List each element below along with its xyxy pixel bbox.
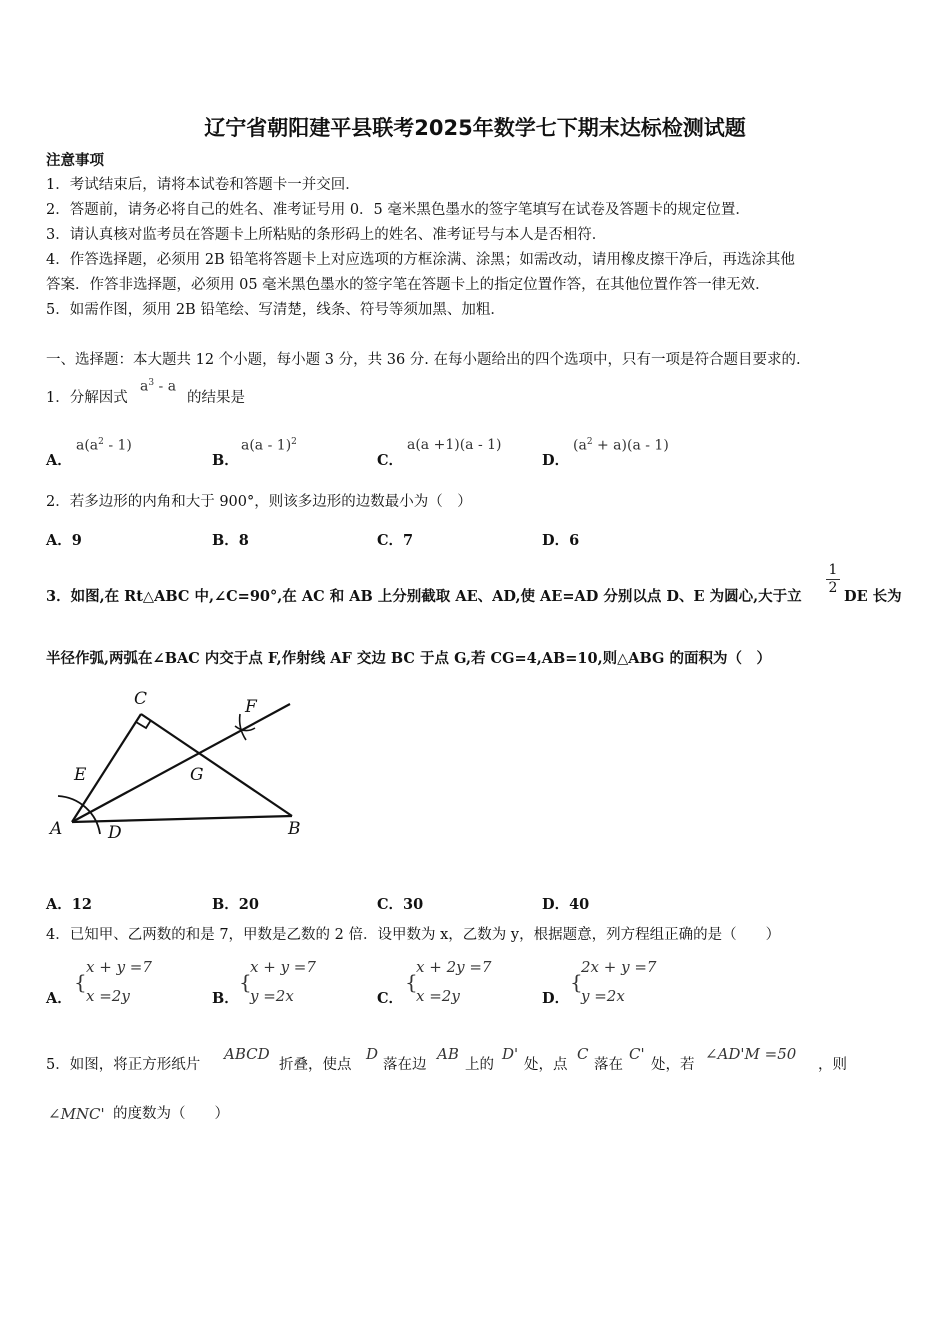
label-f: F	[245, 697, 257, 717]
q2-option-d[interactable]: D．6	[542, 532, 580, 549]
q1-expr-tail: - a	[154, 378, 177, 395]
q3-option-c[interactable]: C．30	[377, 896, 424, 913]
question-5-t7: 处，若	[651, 1057, 695, 1073]
arc-f2	[240, 714, 246, 740]
label-c: C	[134, 689, 148, 709]
q4-option-b-eq2: y =2x	[250, 987, 294, 1005]
ray-af	[72, 704, 290, 822]
q4-option-c-label[interactable]: C．	[377, 990, 404, 1007]
triangle-figure	[40, 684, 310, 854]
q2-option-a[interactable]: A．9	[46, 532, 82, 549]
question-5-t5: 处，点	[524, 1057, 568, 1073]
q4-option-a-brace: {	[74, 970, 87, 994]
q1-expression	[140, 378, 176, 395]
label-b: B	[288, 819, 301, 839]
q4-option-b-label[interactable]: B．	[212, 990, 239, 1007]
q4-option-c-eq1: x + 2y =7	[416, 958, 492, 976]
q4-option-b-eq1: x + y =7	[250, 958, 316, 976]
question-5-t4: 上的	[465, 1057, 494, 1073]
q4-option-d-eq2: y =2x	[581, 987, 625, 1005]
note-item: 1．考试结束后，请将本试卷和答题卡一并交回．	[46, 177, 360, 193]
q1-prefix: 1．分解因式	[46, 390, 128, 406]
question-1	[46, 390, 128, 407]
label-d: D	[108, 823, 122, 843]
q1-expr-exp: 3	[148, 378, 155, 388]
q3-option-a[interactable]: A．12	[46, 896, 92, 913]
q1-option-a-label[interactable]: A．	[46, 452, 72, 469]
question-4: 4．已知甲、乙两数的和是 7，甲数是乙数的 2 倍．设甲数为 x，乙数为 y，根据题意，列方程组正确的是（ ）	[46, 927, 781, 943]
q4-option-c-eq2: x =2y	[416, 987, 460, 1005]
question-5-t3: 落在边	[383, 1057, 427, 1073]
question-3-line1: 3．如图,在 Rt△ABC 中,∠C=90°,在 AC 和 AB 上分别截取 AE、AD,使 AE=AD 分别以点 D、E 为圆心,大于立	[46, 588, 802, 605]
page-title: 辽宁省朝阳建平县联考2025年数学七下期末达标检测试题	[204, 116, 746, 140]
note-item: 2．答题前，请务必将自己的姓名、准考证号用 0．5 毫米黑色墨水的签字笔填写在试卷及答题卡的规定位置．	[46, 202, 750, 218]
notes-heading: 注意事项	[46, 152, 104, 169]
q4-option-d-label[interactable]: D．	[542, 990, 570, 1007]
q1-option-b-expr: a(a - 1)$^2$	[241, 437, 297, 454]
q5-math-c: C	[577, 1045, 589, 1063]
q3-frac-denominator: 2	[826, 579, 840, 596]
arc-de	[58, 796, 100, 834]
side-bc	[141, 714, 292, 816]
q1-suffix: 的结果是	[187, 390, 245, 406]
q1-option-b-label[interactable]: B．	[212, 452, 239, 469]
question-3-line2: 半径作弧,两弧在∠BAC 内交于点 F,作射线 AF 交边 BC 于点 G,若 CG=4,AB=10,则△ABG 的面积为（ ）	[46, 650, 771, 667]
note-item: 5．如需作图，须用 2B 铅笔绘、写清楚，线条、符号等须加黑、加粗．	[46, 302, 505, 318]
q5-math-d-prime: D'	[502, 1045, 519, 1063]
q3-option-b[interactable]: B．20	[212, 896, 259, 913]
side-ab	[72, 816, 292, 822]
q1-option-d-expr: $(a^2 + a)(a - 1)$	[573, 437, 669, 454]
q5-math-ab: AB	[437, 1045, 459, 1063]
question-5-t1: 5．如图，将正方形纸片	[46, 1057, 201, 1073]
q3-fraction	[826, 562, 840, 596]
q1-option-a-expr: $a(a^2 - 1)$	[76, 437, 132, 454]
section-heading: 一、选择题：本大题共 12 个小题，每小题 3 分，共 36 分. 在每小题给出的四个选项中，只有一项是符合题目要求的.	[46, 352, 801, 368]
q5-math-angle: ∠AD'M =50	[705, 1045, 797, 1063]
q4-option-a-eq1: x + y =7	[86, 958, 152, 976]
q4-option-a-eq2: x =2y	[86, 987, 130, 1005]
q4-option-d-brace: {	[570, 970, 583, 994]
q4-option-b-brace: {	[239, 970, 252, 994]
q1-option-d-label[interactable]: D．	[542, 452, 570, 469]
note-item: 答案．作答非选择题，必须用 05 毫米黑色墨水的签字笔在答题卡上的指定位置作答，在其他位置作答一律无效．	[46, 277, 770, 293]
note-item: 4．作答选择题，必须用 2B 铅笔将答题卡上对应选项的方框涂满、涂黑；如需改动，请用橡皮擦干净后，再选涂其他	[46, 252, 795, 268]
question-5-t2: 折叠，使点	[279, 1057, 352, 1073]
q1-option-c-expr: a(a +1)(a - 1)	[407, 437, 502, 453]
triangle-lines	[58, 704, 292, 834]
q4-option-d-eq1: 2x + y =7	[581, 958, 657, 976]
q4-option-a-label[interactable]: A．	[46, 990, 72, 1007]
q5-math-d: D	[366, 1045, 379, 1063]
q5-math-c-prime: C'	[629, 1045, 645, 1063]
q1-option-c-label[interactable]: C．	[377, 452, 404, 469]
question-5-t8: ，则	[818, 1057, 847, 1073]
note-item: 3．请认真核对监考员在答题卡上所粘贴的条形码上的姓名、准考证号与本人是否相符．	[46, 227, 607, 243]
label-e: E	[74, 765, 87, 785]
question-5-t9: 的度数为（ ）	[113, 1106, 229, 1122]
q2-option-b[interactable]: B．8	[212, 532, 249, 549]
q1-expr-base: a	[140, 378, 149, 395]
q3-frac-numerator: 1	[828, 562, 838, 578]
q3-line1-end: DE 长为	[844, 588, 902, 605]
q3-option-d[interactable]: D．40	[542, 896, 590, 913]
q4-option-c-brace: {	[405, 970, 418, 994]
q5-math-abcd: ABCD	[224, 1045, 270, 1063]
label-g: G	[190, 765, 204, 785]
question-5-t6: 落在	[594, 1057, 623, 1073]
label-a: A	[50, 819, 63, 839]
q2-option-c[interactable]: C．7	[377, 532, 414, 549]
question-2: 2．若多边形的内角和大于 900°，则该多边形的边数最小为（ ）	[46, 494, 472, 510]
q5-math-mnc: ∠MNC'	[48, 1105, 105, 1123]
right-angle-mark	[136, 720, 151, 728]
